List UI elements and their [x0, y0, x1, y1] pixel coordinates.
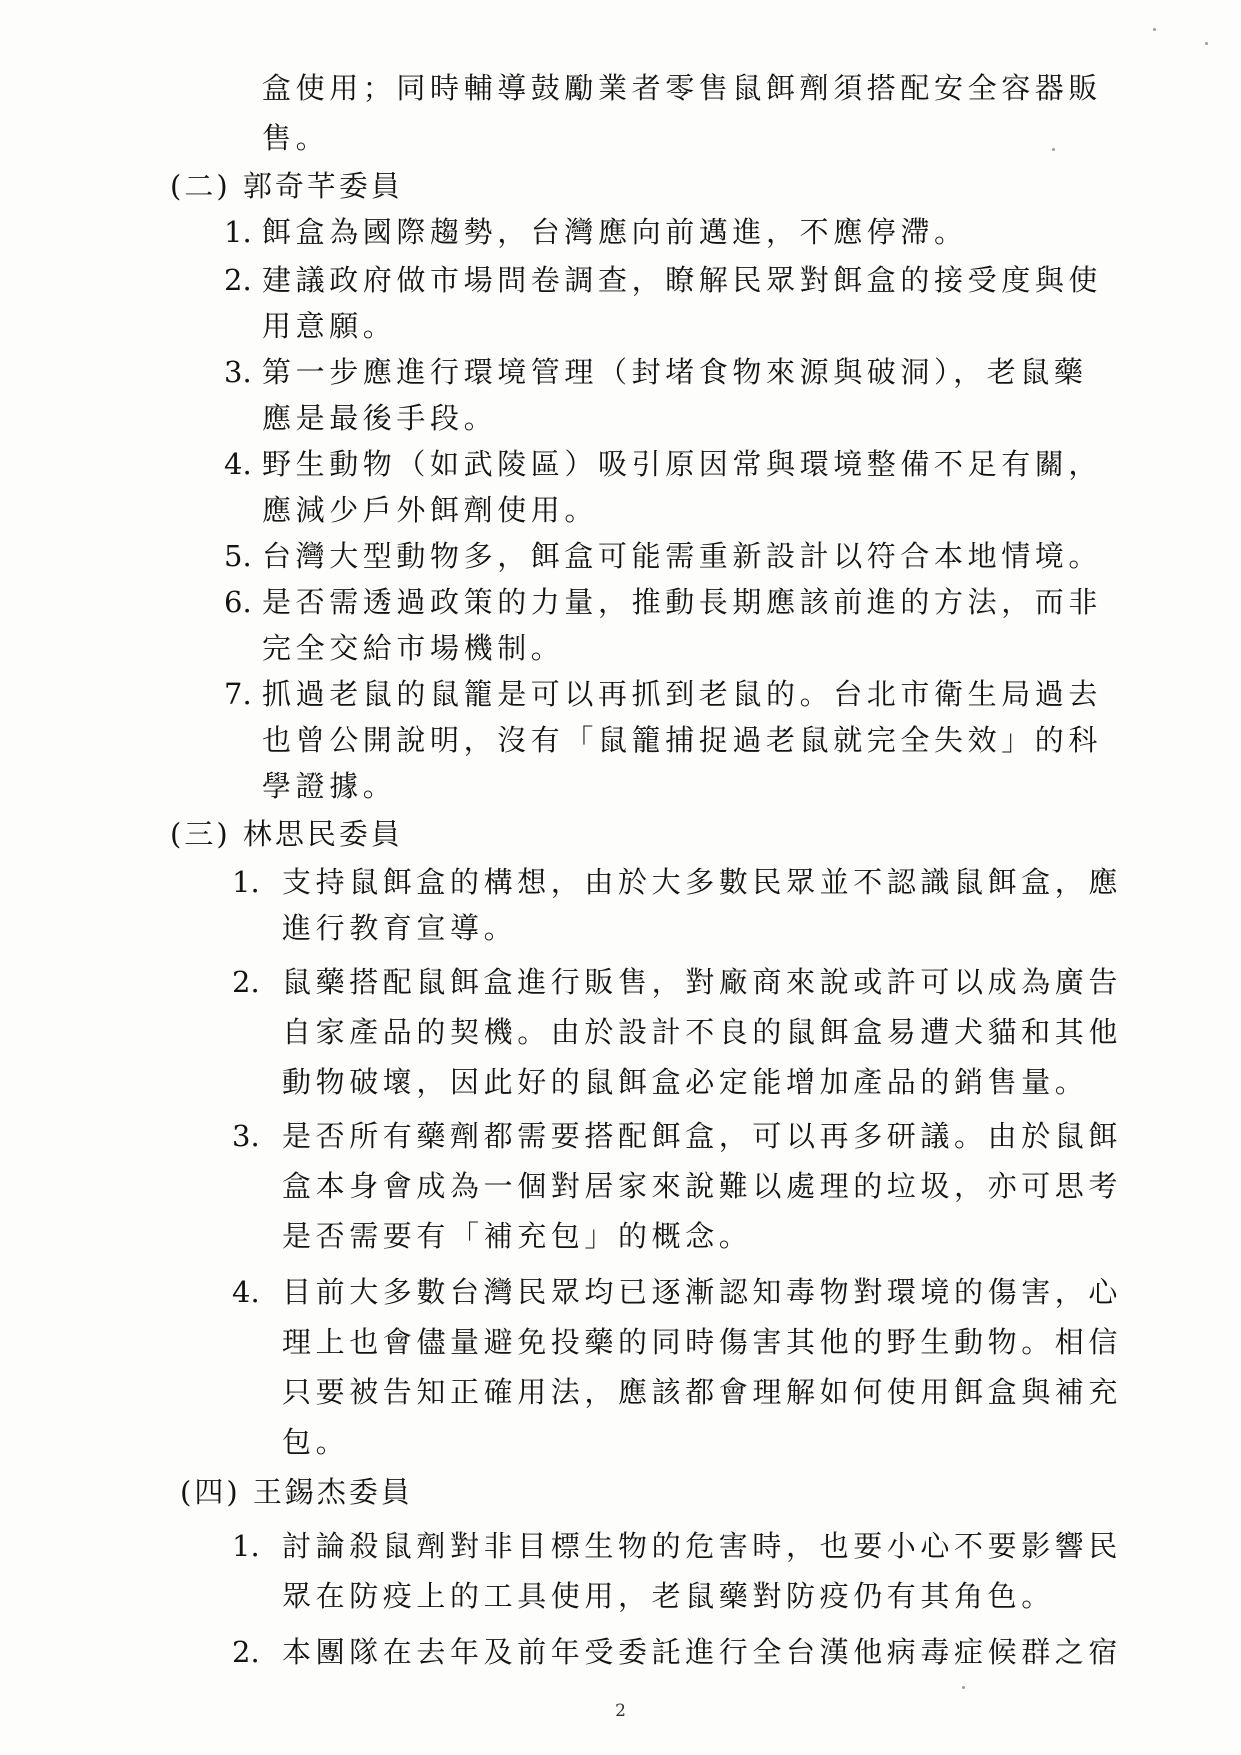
- item-line: 學證據。: [262, 769, 397, 803]
- item-line: 盒本身會成為一個對居家來說難以處理的垃圾，亦可思考: [282, 1169, 1123, 1203]
- item-line: 包。: [282, 1425, 350, 1459]
- item-line: 是否所有藥劑都需要搭配餌盒，可以再多研議。由於鼠餌: [282, 1119, 1123, 1153]
- scan-speck: [962, 1686, 965, 1689]
- item-line: 也曾公開說明，沒有「鼠籠捕捉過老鼠就完全失效」的科: [262, 723, 1103, 757]
- page-number: 2: [615, 1701, 626, 1721]
- item-number: 1.: [232, 865, 260, 899]
- item-number: 4.: [232, 1275, 260, 1309]
- item-number: 5.: [224, 539, 252, 573]
- item-line: 進行教育宣導。: [282, 911, 518, 945]
- item-line: 台灣大型動物多，餌盒可能需重新設計以符合本地情境。: [262, 539, 1103, 573]
- item-number: 2.: [232, 1635, 260, 1669]
- item-line: 是否需透過政策的力量，推動長期應該前進的方法，而非: [262, 585, 1103, 619]
- item-line: 只要被告知正確用法，應該都會理解如何使用餌盒與補充: [282, 1375, 1123, 1409]
- item-line: 討論殺鼠劑對非目標生物的危害時，也要小心不要影響民: [282, 1529, 1123, 1563]
- item-line: 是否需要有「補充包」的概念。: [282, 1219, 753, 1253]
- item-line: 本團隊在去年及前年受委託進行全台漢他病毒症候群之宿: [282, 1635, 1123, 1669]
- scan-speck: [1205, 42, 1208, 45]
- item-number: 1.: [232, 1529, 260, 1563]
- carryover-line: 售。: [262, 121, 330, 155]
- item-line: 目前大多數台灣民眾均已逐漸認知毒物對環境的傷害，心: [282, 1275, 1123, 1309]
- item-line: 抓過老鼠的鼠籠是可以再抓到老鼠的。台北市衛生局過去: [262, 677, 1103, 711]
- item-line: 應減少戶外餌劑使用。: [262, 493, 599, 527]
- item-line: 餌盒為國際趨勢，台灣應向前邁進，不應停滯。: [262, 215, 968, 249]
- section-heading: (二) 郭奇芊委員: [170, 169, 403, 203]
- scan-speck: [1052, 148, 1055, 151]
- item-number: 2.: [232, 965, 260, 999]
- item-line: 完全交給市場機制。: [262, 631, 565, 665]
- item-line: 動物破壞，因此好的鼠餌盒必定能增加產品的銷售量。: [282, 1065, 1089, 1099]
- item-number: 2.: [224, 263, 252, 297]
- item-line: 用意願。: [262, 309, 397, 343]
- item-number: 7.: [224, 677, 252, 711]
- item-line: 第一步應進行環境管理（封堵食物來源與破洞），老鼠藥: [262, 355, 1088, 389]
- item-number: 3.: [224, 355, 252, 389]
- item-line: 自家產品的契機。由於設計不良的鼠餌盒易遭犬貓和其他: [282, 1015, 1123, 1049]
- item-number: 4.: [224, 447, 252, 481]
- item-line: 支持鼠餌盒的構想，由於大多數民眾並不認識鼠餌盒，應: [282, 865, 1123, 899]
- item-line: 建議政府做市場問卷調查，瞭解民眾對餌盒的接受度與使: [262, 263, 1103, 297]
- item-line: 理上也會儘量避免投藥的同時傷害其他的野生動物。相信: [282, 1325, 1123, 1359]
- item-number: 1.: [224, 215, 252, 249]
- item-line: 眾在防疫上的工具使用，老鼠藥對防疫仍有其角色。: [282, 1579, 1055, 1613]
- item-line: 野生動物（如武陵區）吸引原因常與環境整備不足有關，: [262, 447, 1103, 481]
- scan-speck: [1153, 28, 1156, 31]
- section-heading: (四) 王錫杰委員: [180, 1475, 413, 1509]
- item-line: 鼠藥搭配鼠餌盒進行販售，對廠商來說或許可以成為廣告: [282, 965, 1123, 999]
- item-number: 3.: [232, 1119, 260, 1153]
- item-line: 應是最後手段。: [262, 401, 498, 435]
- item-number: 6.: [224, 585, 252, 619]
- section-heading: (三) 林思民委員: [170, 817, 403, 851]
- carryover-line: 盒使用；同時輔導鼓勵業者零售鼠餌劑須搭配安全容器販: [262, 71, 1103, 105]
